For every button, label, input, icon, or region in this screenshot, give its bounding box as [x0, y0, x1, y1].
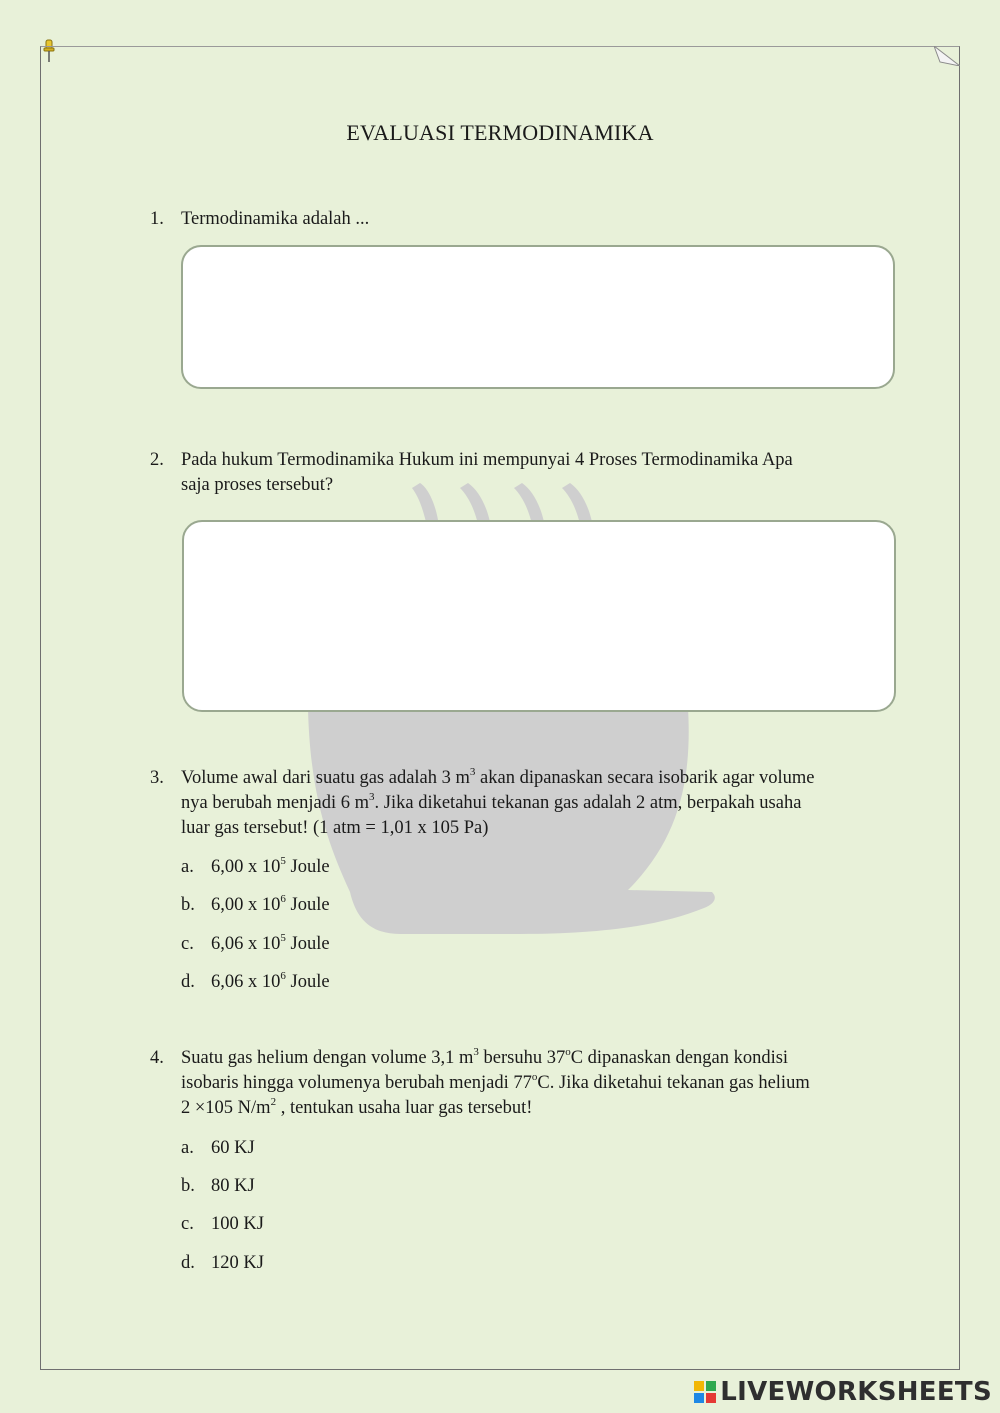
question-3 — [150, 766, 880, 841]
answer-box-2[interactable] — [182, 520, 896, 712]
question-text-line-2: nya berubah menjadi 6 $m^3$. Jika diketahui tekanan gas adalah 2 atm, berpakah usaha — [181, 791, 802, 813]
option-4a[interactable]: a. 60 KJ — [181, 1138, 255, 1158]
question-text-line-1: Suatu gas helium dengan volume 3,1 $m^3$ bersuhu 37$^o$C dipanaskan dengan kondisi — [181, 1046, 789, 1068]
liveworksheets-brand[interactable] — [694, 1377, 992, 1407]
question-number: 1. — [150, 209, 164, 229]
option-4b[interactable]: b. 80 KJ — [181, 1176, 255, 1196]
question-text-line-2: isobaris hingga volumenya berubah menjadi 77$^o$C. Jika diketahui tekanan gas helium — [181, 1071, 810, 1093]
option-3c[interactable]: c. 6,06 x $10^5$ Joule — [181, 932, 330, 954]
option-3a[interactable]: a. 6,00 x $10^5$ Joule — [181, 855, 330, 877]
option-3d[interactable]: d. 6,06 x $10^6$ Joule — [181, 970, 330, 992]
option-4d[interactable]: d. 120 KJ — [181, 1253, 264, 1273]
page-fold-icon — [934, 46, 960, 66]
question-2 — [150, 448, 880, 498]
question-text-line-2: saja proses tersebut? — [181, 475, 334, 495]
question-4 — [150, 1046, 880, 1121]
question-number: 4. — [150, 1048, 164, 1068]
answer-box-1[interactable] — [181, 245, 895, 389]
question-1 — [150, 207, 880, 232]
question-text-line-1: Volume awal dari suatu gas adalah 3 $m^3$ akan dipanaskan secara isobarik agar volume — [181, 766, 815, 788]
brand-name: LIVEWORKSHEETS — [720, 1377, 992, 1407]
question-text-line-3: 2 ×105 $N/m^2$ , tentukan usaha luar gas tersebut! — [181, 1096, 533, 1118]
question-number: 2. — [150, 450, 164, 470]
option-3b[interactable]: b. 6,00 x $10^6$ Joule — [181, 893, 330, 915]
liveworksheets-logo-icon — [694, 1381, 716, 1403]
question-text: Termodinamika adalah ... — [181, 209, 370, 229]
option-4c[interactable]: c. 100 KJ — [181, 1214, 264, 1234]
question-text-line-1: Pada hukum Termodinamika Hukum ini mempunyai 4 Proses Termodinamika Apa — [181, 450, 793, 470]
question-text-line-3: luar gas tersebut! (1 atm = 1,01 x 105 Pa) — [181, 818, 489, 838]
question-number: 3. — [150, 768, 164, 788]
page-title: EVALUASI TERMODINAMIKA — [346, 120, 654, 145]
